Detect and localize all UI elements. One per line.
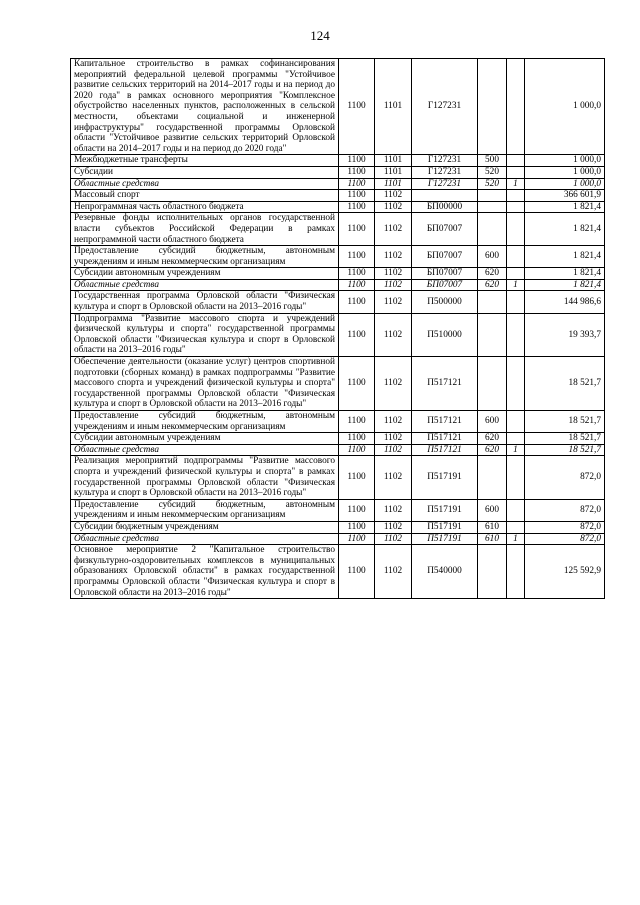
funding-source-code	[507, 190, 525, 202]
row-name: Основное мероприятие 2 "Капитальное строительство физкультурно-оздоровительных комплексов в муниципальных образованиях Орловской области" в рамках государственной программы Орловской области "Физическая культура и спорт в Орловской области на 2013–2016 годы"	[71, 545, 339, 599]
expense-type-code: 620	[478, 279, 507, 291]
row-name: Непрограммная часть областного бюджета	[71, 201, 339, 213]
expense-type-code: 600	[478, 411, 507, 433]
amount: 366 601,9	[525, 190, 605, 202]
funding-source-code	[507, 268, 525, 280]
section-code: 1100	[339, 411, 375, 433]
row-name: Обеспечение деятельности (оказание услуг) центров спортивной подготовки (сборных команд) в рамках подпрограммы "Развитие массового спорта и учреждений физической культуры и спорта" государственной программы Орловской области "Физическая культура и спорт в Орловской области на 2013–2016 годы"	[71, 357, 339, 411]
subsection-code: 1102	[375, 499, 412, 521]
expense-type-code	[478, 545, 507, 599]
table-row	[71, 444, 605, 456]
expense-type-code	[478, 213, 507, 246]
row-name: Субсидии бюджетным учреждениям	[71, 521, 339, 533]
table-row	[71, 521, 605, 533]
target-article-code: БП07007	[412, 279, 478, 291]
expense-type-code	[478, 190, 507, 202]
expense-type-code	[478, 201, 507, 213]
expense-type-code: 520	[478, 166, 507, 178]
funding-source-code: 1	[507, 279, 525, 291]
amount: 125 592,9	[525, 545, 605, 599]
row-name: Межбюджетные трансферты	[71, 155, 339, 167]
funding-source-code	[507, 201, 525, 213]
section-code: 1100	[339, 279, 375, 291]
section-code: 1100	[339, 499, 375, 521]
table-row	[71, 357, 605, 411]
table-row	[71, 533, 605, 545]
amount: 872,0	[525, 499, 605, 521]
table-row	[71, 166, 605, 178]
table-row	[71, 155, 605, 167]
amount: 1 821,4	[525, 279, 605, 291]
table-row	[71, 456, 605, 499]
subsection-code: 1102	[375, 313, 412, 356]
expense-type-code	[478, 456, 507, 499]
amount: 144 986,6	[525, 291, 605, 313]
section-code: 1100	[339, 444, 375, 456]
amount: 1 000,0	[525, 155, 605, 167]
amount: 18 521,7	[525, 357, 605, 411]
table-row	[71, 279, 605, 291]
target-article-code: БП07007	[412, 246, 478, 268]
subsection-code: 1102	[375, 201, 412, 213]
subsection-code: 1102	[375, 213, 412, 246]
amount: 872,0	[525, 456, 605, 499]
table-row	[71, 246, 605, 268]
row-name: Капитальное строительство в рамках софинансирования мероприятий федеральной целевой программы "Устойчивое развитие сельских территорий на 2014–2017 годы и на период до 2020 года" в рамках основного мероприятия "Комплексное обустройство населенных пунктов, расположенных в сельской местности, объектами социальной и инженерной инфраструктуры" государственной программы Орловской области "Устойчивое развитие сельских территорий Орловской области на 2014–2017 годы и на период до 2020 года"	[71, 59, 339, 155]
section-code: 1100	[339, 178, 375, 190]
target-article-code: П500000	[412, 291, 478, 313]
amount: 1 000,0	[525, 166, 605, 178]
funding-source-code	[507, 357, 525, 411]
subsection-code: 1102	[375, 190, 412, 202]
funding-source-code	[507, 545, 525, 599]
section-code: 1100	[339, 313, 375, 356]
expense-type-code: 520	[478, 178, 507, 190]
section-code: 1100	[339, 268, 375, 280]
section-code: 1100	[339, 155, 375, 167]
funding-source-code	[507, 166, 525, 178]
amount: 18 521,7	[525, 433, 605, 445]
subsection-code: 1101	[375, 59, 412, 155]
table-row	[71, 268, 605, 280]
subsection-code: 1102	[375, 279, 412, 291]
expense-type-code: 500	[478, 155, 507, 167]
target-article-code: БП07007	[412, 268, 478, 280]
target-article-code: Г127231	[412, 155, 478, 167]
subsection-code: 1101	[375, 166, 412, 178]
funding-source-code	[507, 246, 525, 268]
amount: 872,0	[525, 521, 605, 533]
target-article-code: П517121	[412, 357, 478, 411]
funding-source-code	[507, 456, 525, 499]
target-article-code: Г127231	[412, 166, 478, 178]
expense-type-code: 620	[478, 433, 507, 445]
section-code: 1100	[339, 291, 375, 313]
table-row	[71, 545, 605, 599]
subsection-code: 1102	[375, 545, 412, 599]
expense-type-code: 610	[478, 533, 507, 545]
target-article-code: П517121	[412, 444, 478, 456]
row-name: Государственная программа Орловской области "Физическая культура и спорт в Орловской области на 2013–2016 годы"	[71, 291, 339, 313]
funding-source-code	[507, 313, 525, 356]
target-article-code: П517191	[412, 499, 478, 521]
funding-source-code	[507, 411, 525, 433]
row-name: Субсидии	[71, 166, 339, 178]
target-article-code: П517121	[412, 411, 478, 433]
table-row	[71, 291, 605, 313]
target-article-code: П517191	[412, 533, 478, 545]
row-name: Предоставление субсидий бюджетным, автономным учреждениям и иным некоммерческим организациям	[71, 499, 339, 521]
funding-source-code	[507, 213, 525, 246]
row-name: Областные средства	[71, 279, 339, 291]
section-code: 1100	[339, 533, 375, 545]
section-code: 1100	[339, 433, 375, 445]
funding-source-code	[507, 499, 525, 521]
row-name: Подпрограмма "Развитие массового спорта и учреждений физической культуры и спорта" государственной программы Орловской области "Физическая культура и спорт в Орловской области на 2013–2016 годы"	[71, 313, 339, 356]
expense-type-code: 620	[478, 268, 507, 280]
target-article-code: П510000	[412, 313, 478, 356]
target-article-code: П517191	[412, 521, 478, 533]
subsection-code: 1101	[375, 178, 412, 190]
table-row	[71, 433, 605, 445]
target-article-code	[412, 190, 478, 202]
target-article-code: П540000	[412, 545, 478, 599]
target-article-code: Г127231	[412, 178, 478, 190]
section-code: 1100	[339, 545, 375, 599]
target-article-code: БП07007	[412, 213, 478, 246]
amount: 872,0	[525, 533, 605, 545]
target-article-code: БП00000	[412, 201, 478, 213]
expense-type-code	[478, 59, 507, 155]
subsection-code: 1102	[375, 357, 412, 411]
amount: 1 821,4	[525, 246, 605, 268]
row-name: Субсидии автономным учреждениям	[71, 433, 339, 445]
row-name: Областные средства	[71, 533, 339, 545]
expense-type-code: 600	[478, 499, 507, 521]
funding-source-code	[507, 521, 525, 533]
subsection-code: 1102	[375, 411, 412, 433]
row-name: Субсидии автономным учреждениям	[71, 268, 339, 280]
funding-source-code: 1	[507, 444, 525, 456]
amount: 19 393,7	[525, 313, 605, 356]
row-name: Массовый спорт	[71, 190, 339, 202]
section-code: 1100	[339, 166, 375, 178]
row-name: Реализация мероприятий подпрограммы "Развитие массового спорта и учреждений физической культуры и спорта" в рамках государственной программы Орловской области "Физическая культура и спорт в Орловской области на 2013–2016 годы"	[71, 456, 339, 499]
funding-source-code: 1	[507, 533, 525, 545]
funding-source-code: 1	[507, 178, 525, 190]
target-article-code: П517121	[412, 433, 478, 445]
budget-table	[70, 58, 605, 599]
subsection-code: 1102	[375, 456, 412, 499]
amount: 18 521,7	[525, 444, 605, 456]
subsection-code: 1102	[375, 433, 412, 445]
table-body	[71, 59, 605, 599]
table-row	[71, 313, 605, 356]
row-name: Предоставление субсидий бюджетным, автономным учреждениям и иным некоммерческим организациям	[71, 246, 339, 268]
row-name: Областные средства	[71, 178, 339, 190]
amount: 1 821,4	[525, 213, 605, 246]
amount: 1 000,0	[525, 59, 605, 155]
subsection-code: 1102	[375, 268, 412, 280]
expense-type-code	[478, 313, 507, 356]
section-code: 1100	[339, 357, 375, 411]
target-article-code: Г127231	[412, 59, 478, 155]
section-code: 1100	[339, 59, 375, 155]
funding-source-code	[507, 59, 525, 155]
expense-type-code: 610	[478, 521, 507, 533]
table-row	[71, 190, 605, 202]
table-row	[71, 213, 605, 246]
row-name: Резервные фонды исполнительных органов государственной власти субъектов Российской Федерации в рамках непрограммной части областного бюджета	[71, 213, 339, 246]
table-row	[71, 178, 605, 190]
expense-type-code	[478, 291, 507, 313]
table-row	[71, 411, 605, 433]
expense-type-code: 620	[478, 444, 507, 456]
section-code: 1100	[339, 521, 375, 533]
subsection-code: 1102	[375, 291, 412, 313]
funding-source-code	[507, 291, 525, 313]
row-name: Предоставление субсидий бюджетным, автономным учреждениям и иным некоммерческим организациям	[71, 411, 339, 433]
subsection-code: 1102	[375, 246, 412, 268]
table-row	[71, 201, 605, 213]
subsection-code: 1102	[375, 444, 412, 456]
funding-source-code	[507, 433, 525, 445]
section-code: 1100	[339, 201, 375, 213]
subsection-code: 1102	[375, 533, 412, 545]
amount: 18 521,7	[525, 411, 605, 433]
expense-type-code: 600	[478, 246, 507, 268]
amount: 1 000,0	[525, 178, 605, 190]
subsection-code: 1102	[375, 521, 412, 533]
target-article-code: П517191	[412, 456, 478, 499]
subsection-code: 1101	[375, 155, 412, 167]
page-number: 124	[310, 28, 330, 43]
section-code: 1100	[339, 213, 375, 246]
section-code: 1100	[339, 190, 375, 202]
row-name: Областные средства	[71, 444, 339, 456]
expense-type-code	[478, 357, 507, 411]
table-row	[71, 499, 605, 521]
section-code: 1100	[339, 246, 375, 268]
amount: 1 821,4	[525, 201, 605, 213]
funding-source-code	[507, 155, 525, 167]
section-code: 1100	[339, 456, 375, 499]
table-row	[71, 59, 605, 155]
amount: 1 821,4	[525, 268, 605, 280]
